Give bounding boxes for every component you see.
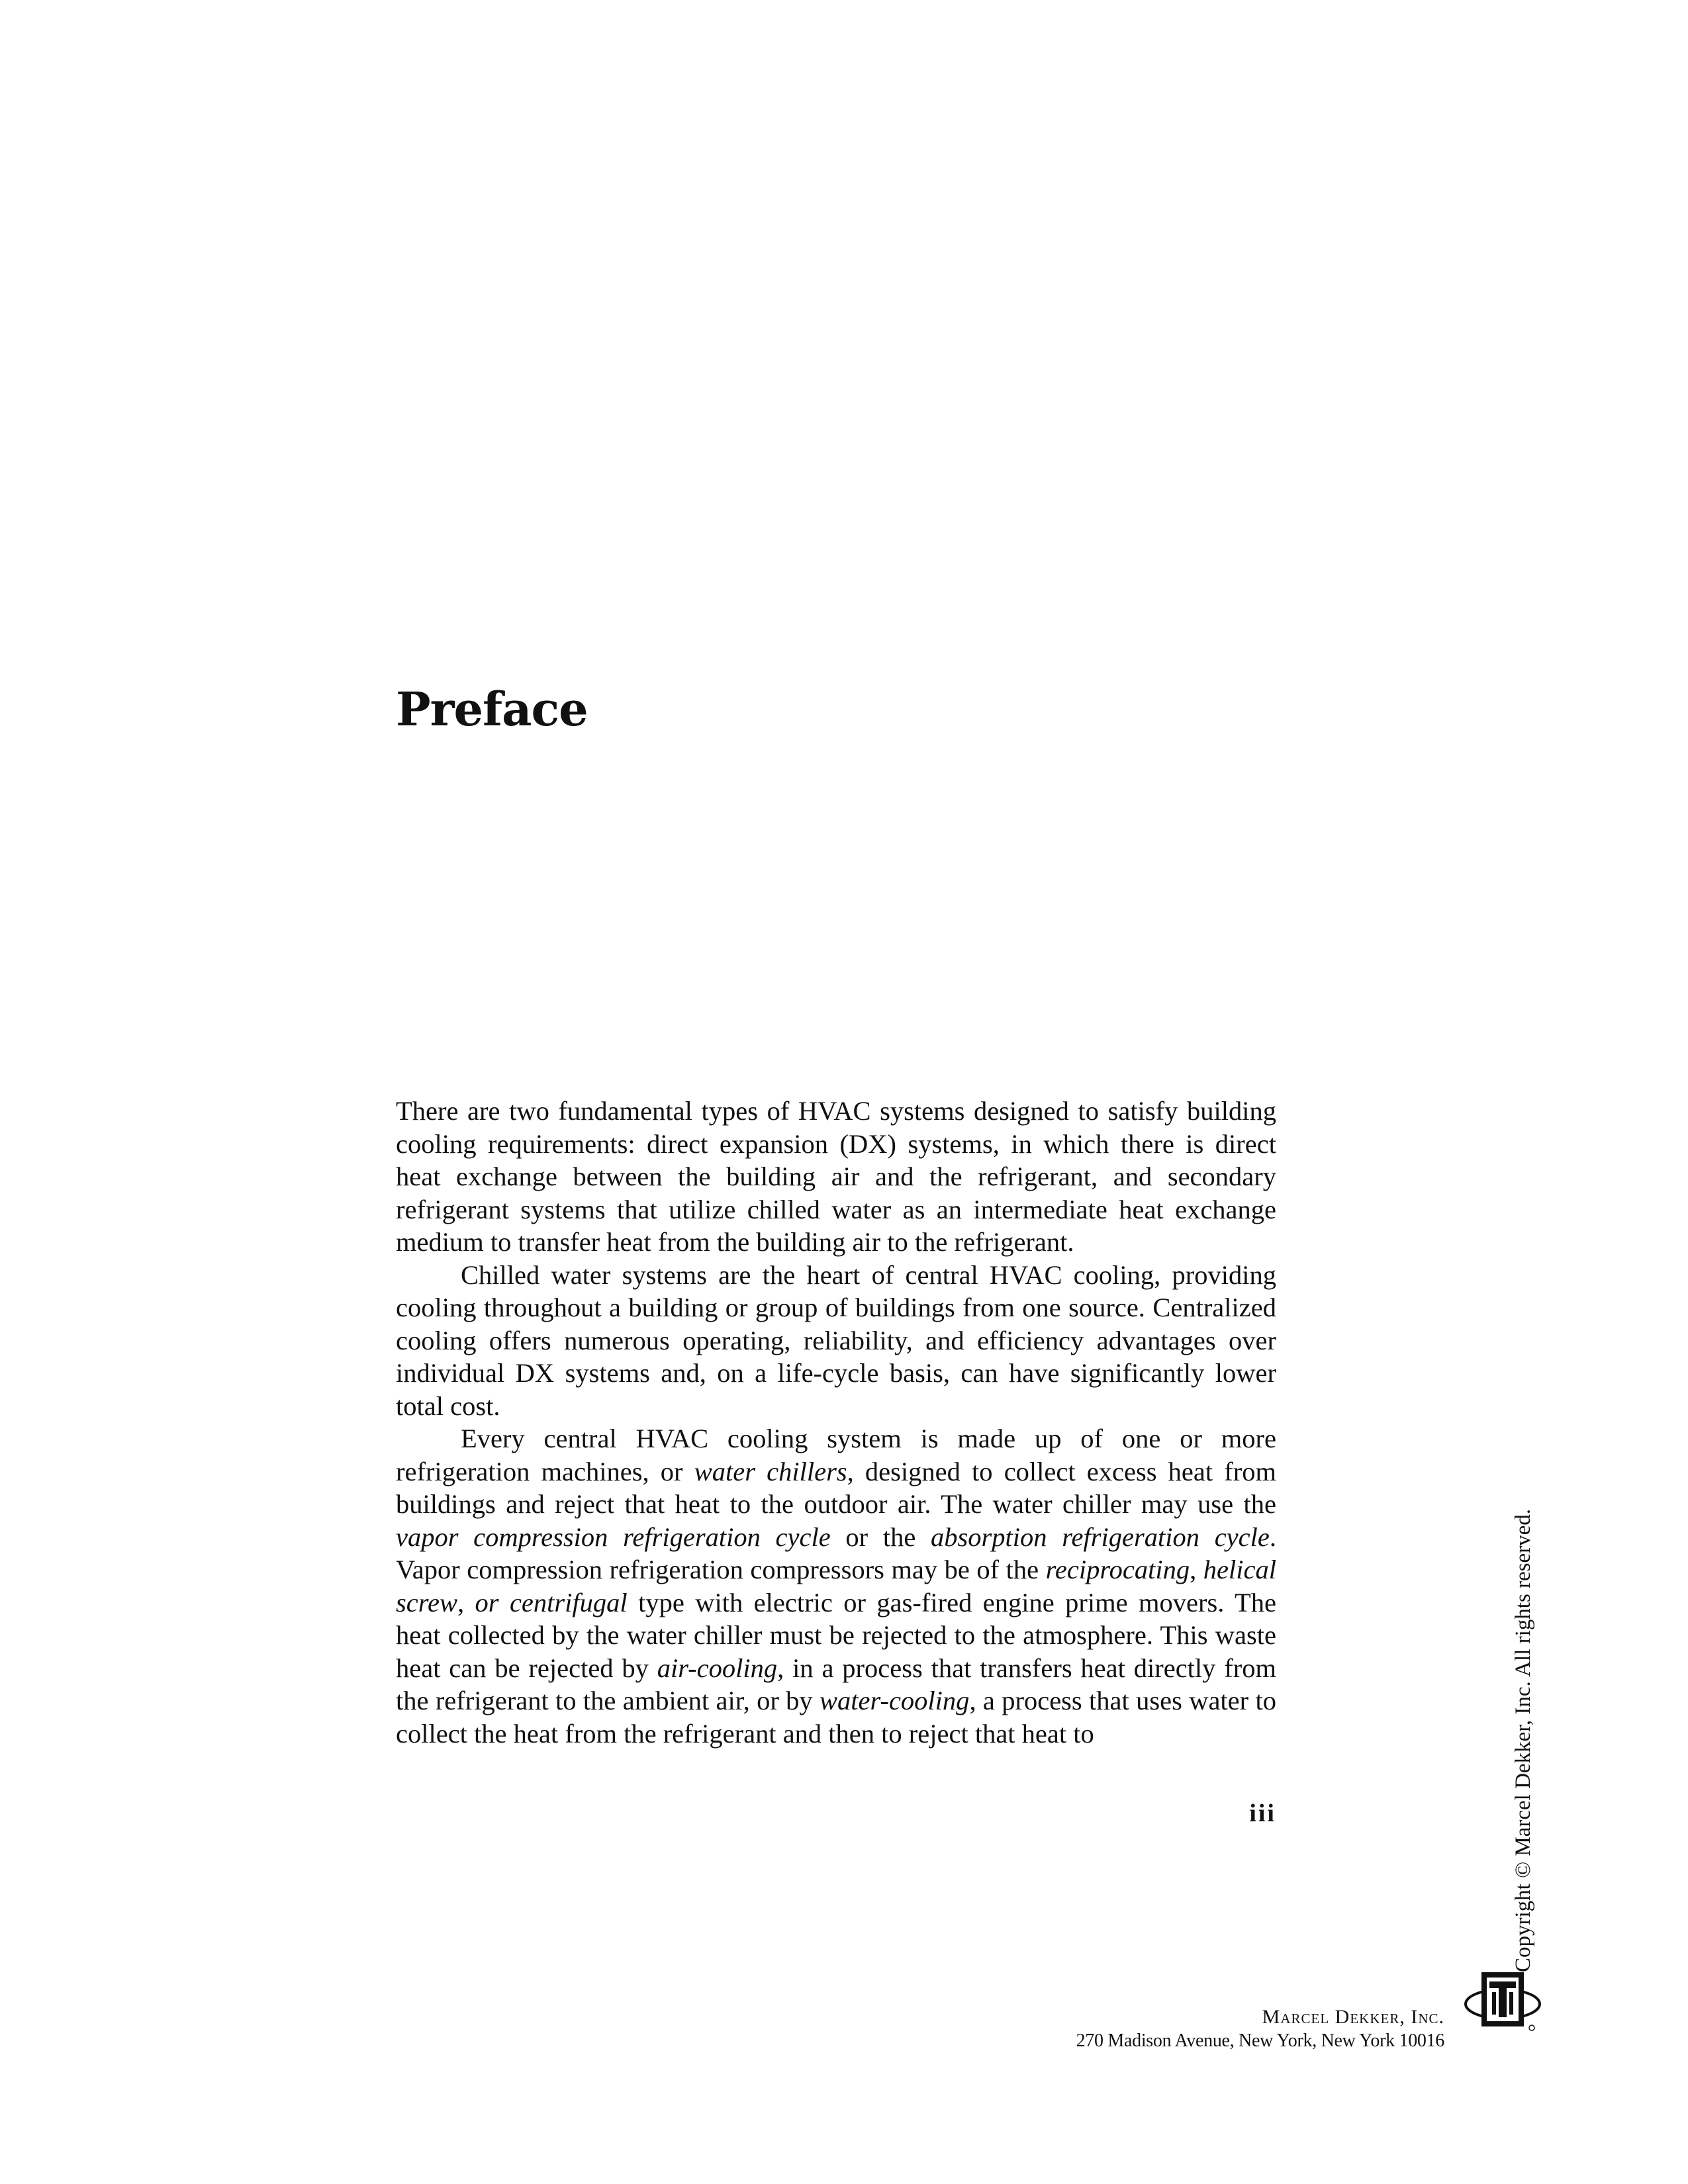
publisher-imprint: [1076, 2005, 1444, 2053]
text-segment: , in a process that transfers heat directly from the refrigerant to the ambient air, or by: [396, 1653, 1276, 1715]
publisher-name: Marcel Dekker, Inc.: [1262, 2006, 1444, 2028]
page-title: Preface: [396, 682, 588, 737]
copyright-notice: Copyright © Marcel Dekker, Inc. All rights reserved.: [1511, 1508, 1535, 1972]
text-segment: Every central HVAC cooling system is made up of one or more refrigeration machines, or: [396, 1424, 1276, 1486]
paragraph-2-text: Chilled water systems are the heart of central HVAC cooling, providing cooling throughout a building or group of buildings from one source. Centralized cooling offers numerous operating, reliability, and efficiency advantages over individual DX systems and, on a life-cycle basis, can have significantly lower total cost.: [396, 1259, 1276, 1421]
paragraph-1: [396, 1095, 1276, 1259]
italic-term-helical-screw: helical screw: [396, 1555, 1276, 1617]
paragraph-3: [396, 1422, 1276, 1750]
italic-term-centrifugal: or centrifugal: [475, 1587, 628, 1617]
paragraph-1-text: There are two fundamental types of HVAC systems designed to satisfy building cooling requirements: direct expansion (DX) systems, in which there is direct heat exchange between the building air and the refrigerant, and secondary refrigerant systems that utilize chilled water as an intermediate heat exchange medium to transfer heat from the building air to the refrigerant.: [396, 1096, 1276, 1257]
text-segment: , a process that uses water to collect the heat from the refrigerant and then to reject that heat to: [396, 1686, 1276, 1749]
text-segment: type with electric or gas-fired engine prime movers. The heat collected by the water chiller must be rejected to the atmosphere. This waste heat can be rejected by: [396, 1587, 1277, 1683]
italic-term-reciprocating: reciprocating: [1045, 1555, 1190, 1584]
text-segment: ,: [457, 1587, 475, 1617]
text-segment: . Vapor compression refrigeration compressors may be of the: [396, 1522, 1276, 1584]
italic-term-water-cooling: water-cooling: [820, 1686, 970, 1715]
text-segment: , designed to collect excess heat from buildings and reject that heat to the outdoor air. The water chiller may use the: [396, 1456, 1277, 1519]
italic-term-water-chillers: water chillers: [694, 1456, 847, 1486]
body-text: [396, 1095, 1276, 1750]
italic-term-vapor-compression: vapor compression refrigeration cycle: [396, 1522, 831, 1552]
publisher-address: 270 Madison Avenue, New York, New York 10016: [1076, 2030, 1444, 2051]
text-segment: or the: [830, 1522, 931, 1552]
text-segment: ,: [1190, 1555, 1203, 1584]
italic-term-absorption: absorption refrigeration cycle: [931, 1522, 1270, 1552]
paragraph-2: [396, 1259, 1276, 1423]
publisher-logo-icon: [1463, 1966, 1542, 2038]
italic-term-air-cooling: air-cooling: [657, 1653, 778, 1683]
page-number: iii: [1249, 1799, 1276, 1827]
